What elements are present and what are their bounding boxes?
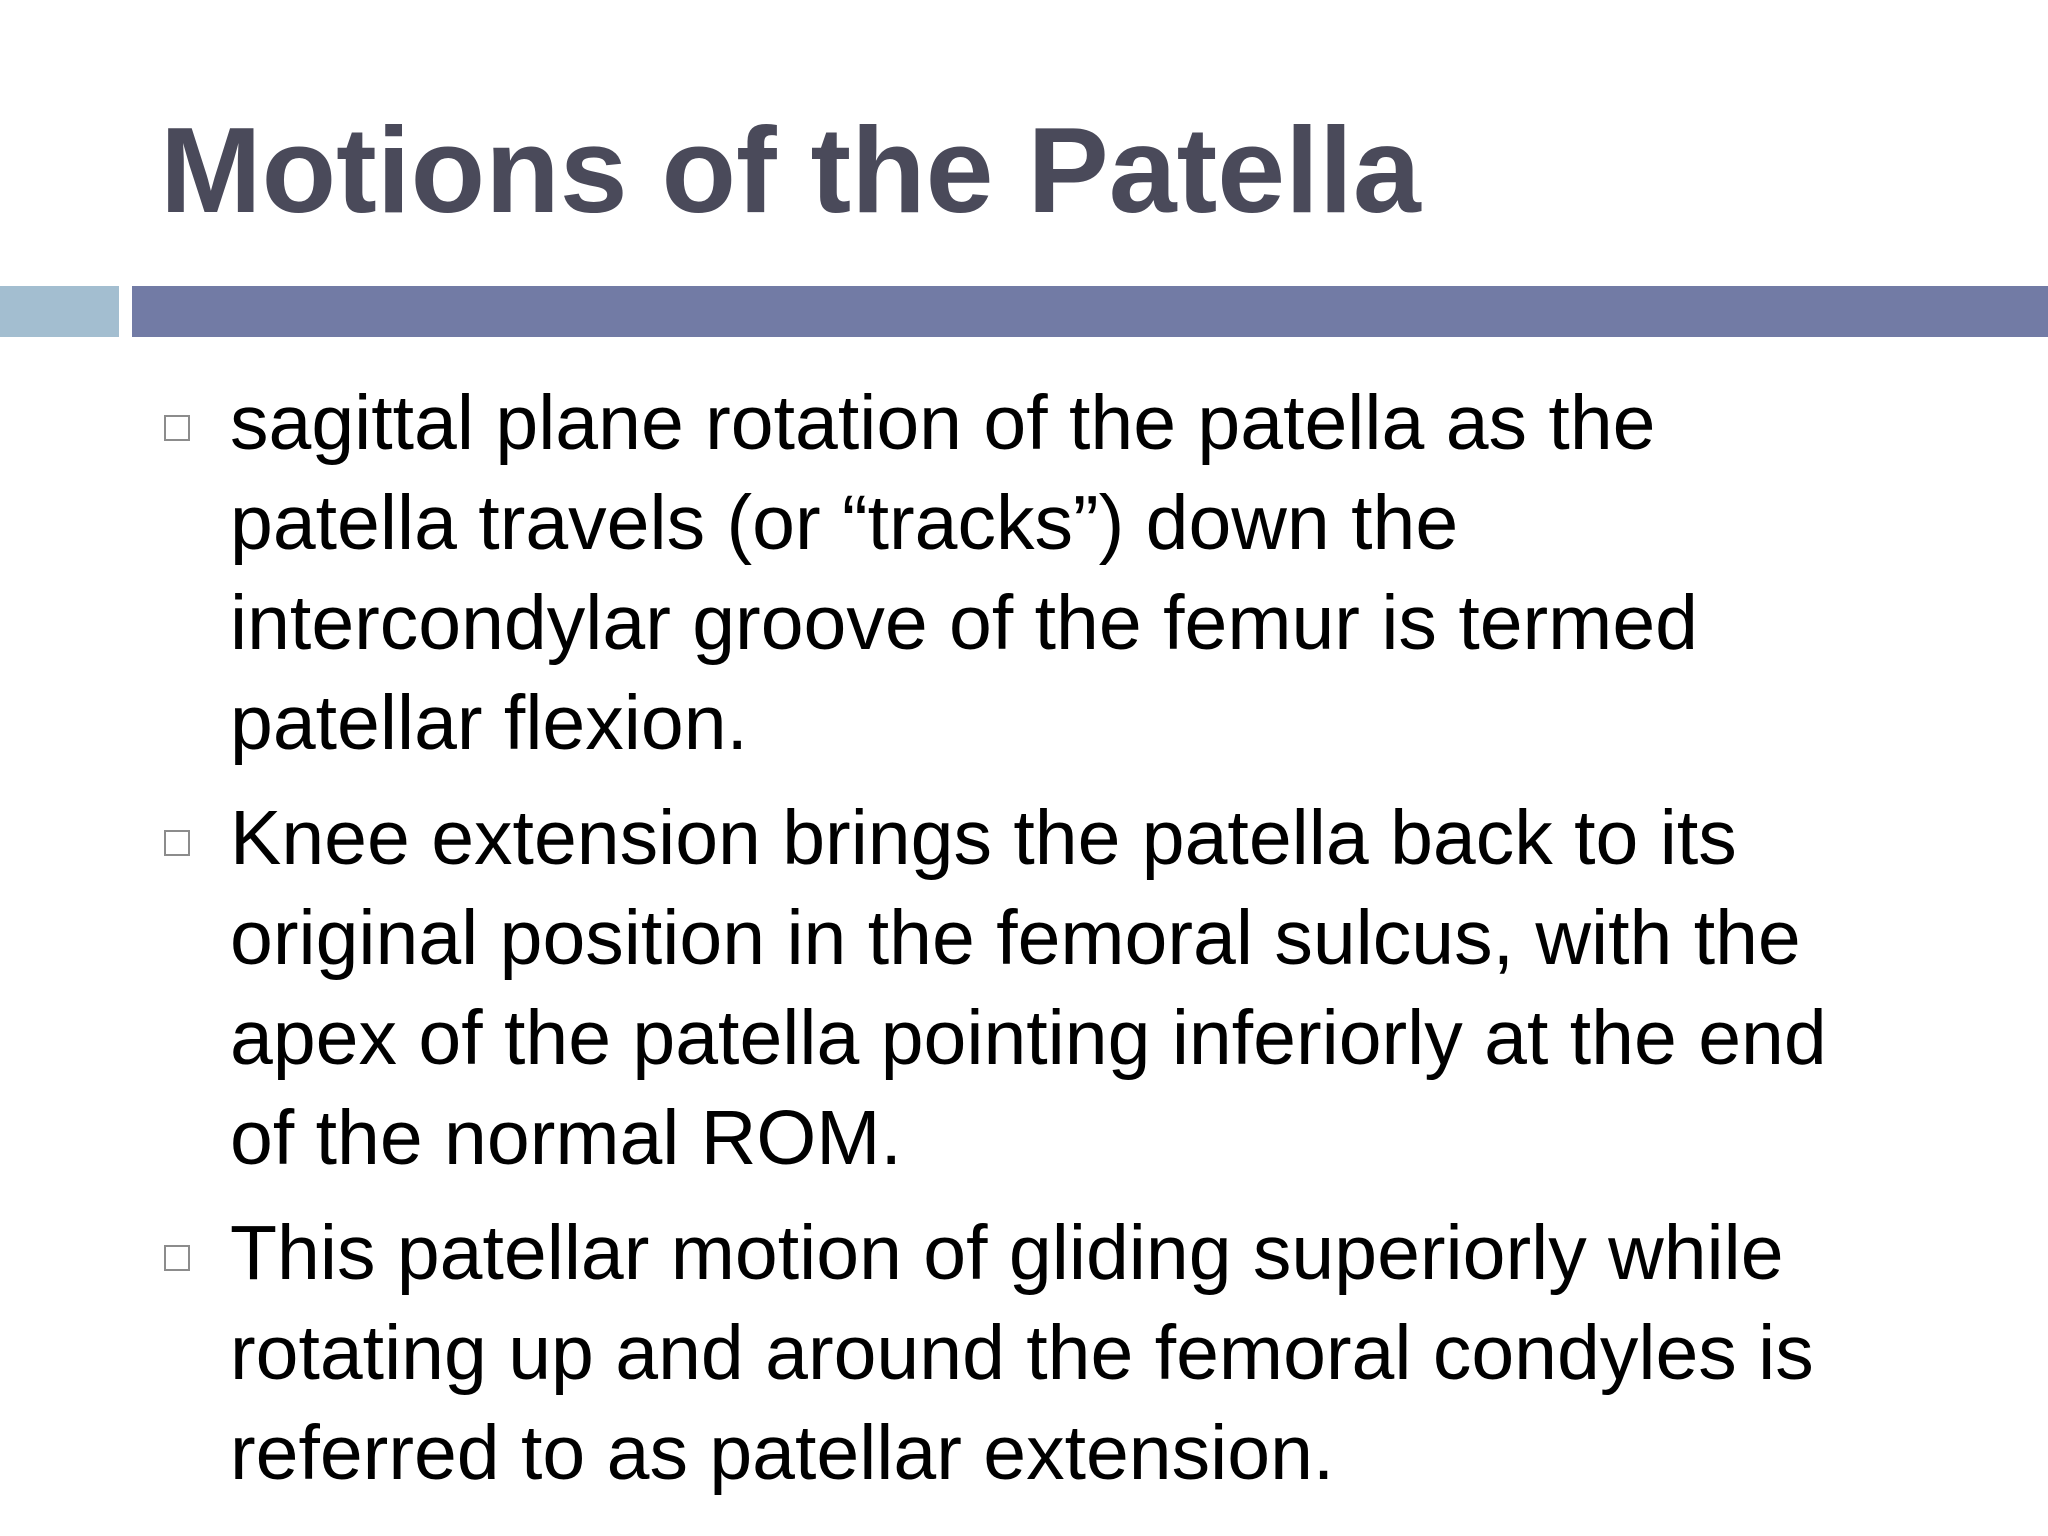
bullet-text: This patellar motion of gliding superiorly while rotating up and around the femoral condyles is referred to as patellar extension. bbox=[230, 1210, 1814, 1496]
bullet-text: Knee extension brings the patella back to its original position in the femoral sulcus, with the apex of the patella pointing inferiorly at the end of the normal ROM. bbox=[230, 795, 1827, 1181]
bullet-text: sagittal plane rotation of the patella as the patella travels (or “tracks”) down the intercondylar groove of the femur is termed patellar flexion. bbox=[230, 380, 1698, 766]
bullet-square-icon bbox=[164, 1245, 190, 1271]
bullet-square-icon bbox=[164, 830, 190, 856]
bullet-square-icon bbox=[164, 415, 190, 441]
slide-title: Motions of the Patella bbox=[160, 102, 1421, 238]
